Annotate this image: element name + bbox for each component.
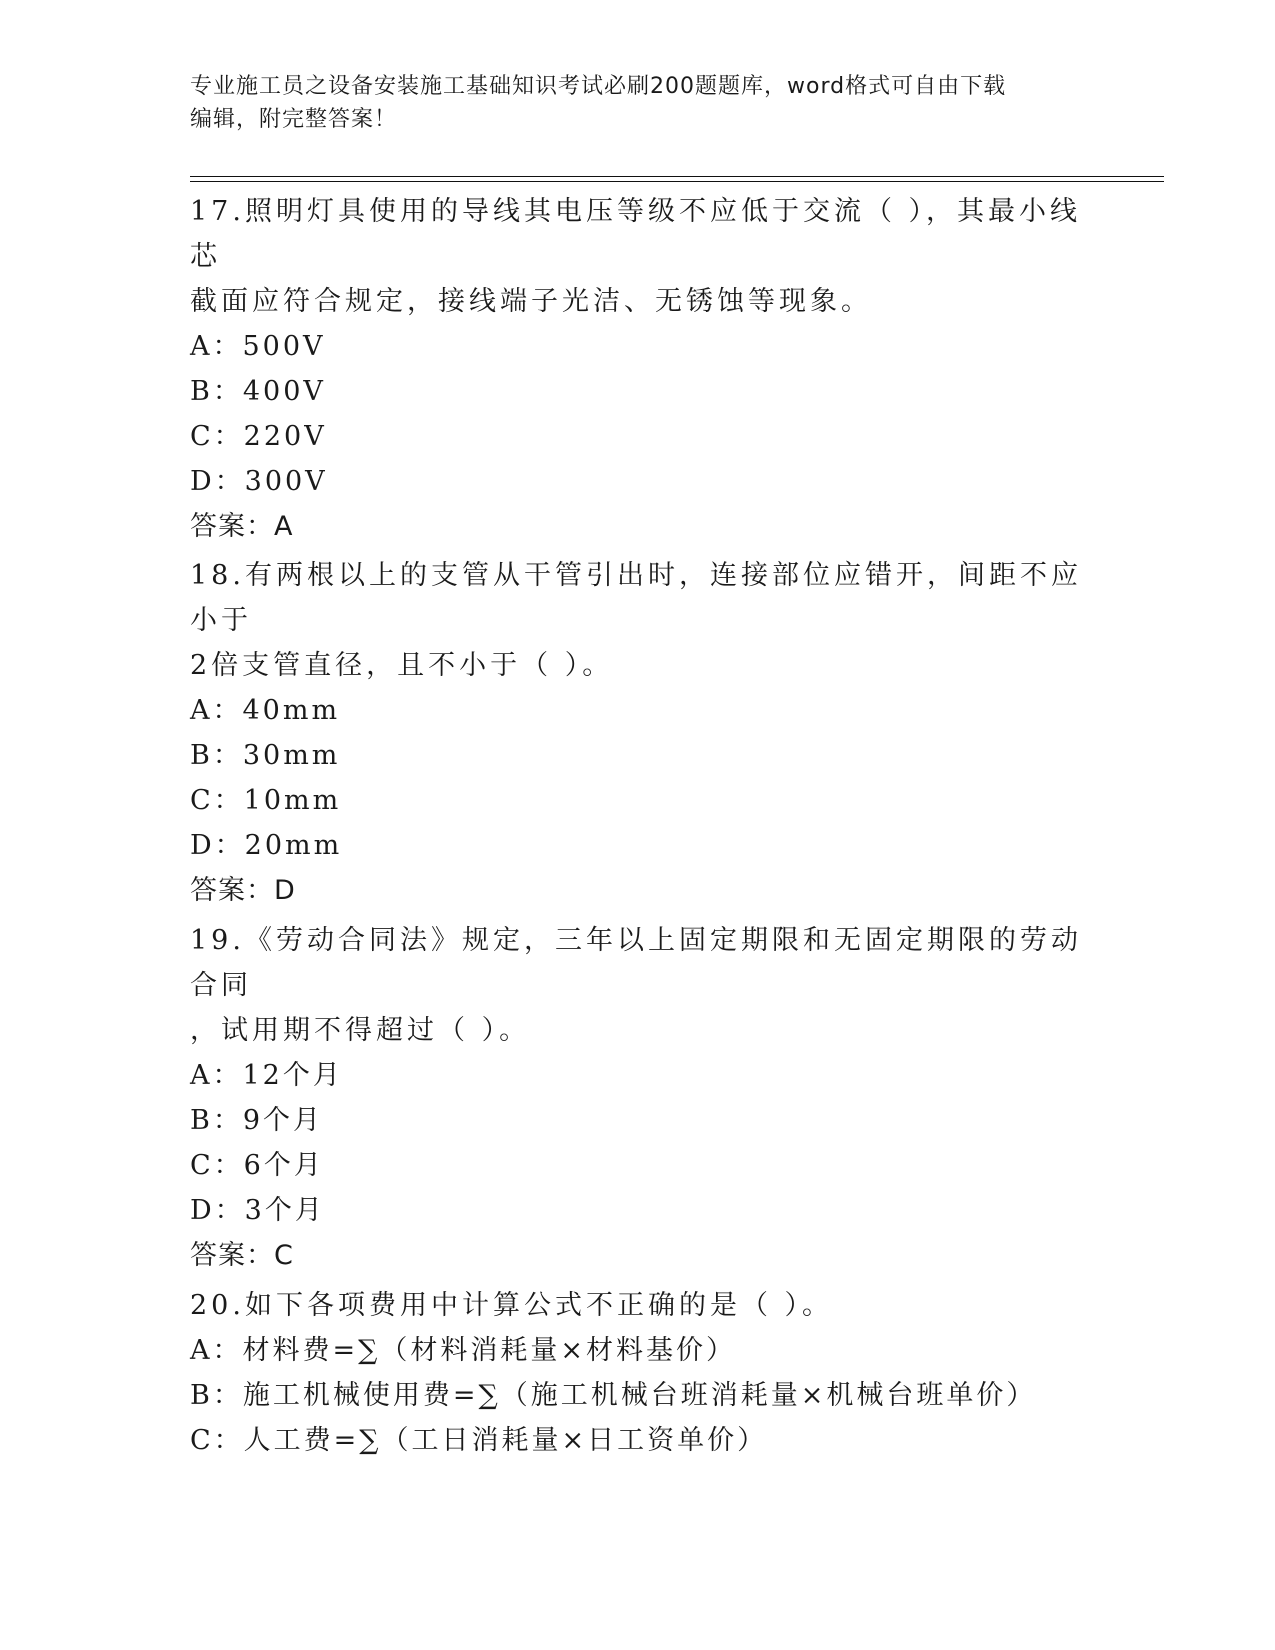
option-a: A：40mm — [190, 695, 341, 726]
header-divider-top — [190, 176, 1164, 177]
question-stem-line-1: 20.如下各项费用中计算公式不正确的是（ ）。 — [190, 1290, 834, 1321]
answer: 答案：C — [190, 1240, 294, 1271]
option-b: B：400V — [190, 376, 326, 407]
question-19 — [190, 918, 1090, 1278]
option-a: A：500V — [190, 331, 326, 362]
question-stem-line-2: 2倍支管直径，且不小于（ ）。 — [190, 650, 614, 681]
option-c: C：人工费=∑（工日消耗量×日工资单价） — [190, 1425, 768, 1456]
option-b: B：9个月 — [190, 1105, 324, 1136]
question-20 — [190, 1283, 1090, 1463]
question-18 — [190, 553, 1090, 913]
header-title-line-2: 编辑，附完整答案！ — [190, 107, 398, 132]
option-d: D：3个月 — [190, 1195, 325, 1226]
question-stem-line-2: ，试用期不得超过（ ）。 — [190, 1015, 531, 1046]
option-d: D：20mm — [190, 830, 343, 861]
header-title-line-1: 专业施工员之设备安装施工基础知识考试必刷200题题库，word格式可自由下载 — [190, 74, 1007, 99]
question-17 — [190, 189, 1090, 549]
option-c: C：220V — [190, 421, 327, 452]
option-a: A：12个月 — [190, 1060, 343, 1091]
option-c: C：10mm — [190, 785, 342, 816]
question-stem-line-2: 截面应符合规定，接线端子光洁、无锈蚀等现象。 — [190, 286, 872, 317]
option-c: C：6个月 — [190, 1150, 324, 1181]
document-header — [190, 70, 1090, 136]
option-a: A：材料费=∑（材料消耗量×材料基价） — [190, 1335, 737, 1366]
question-stem-line-1: 18.有两根以上的支管从干管引出时，连接部位应错开，间距不应小于 — [190, 560, 1082, 636]
header-divider-bottom — [190, 181, 1164, 182]
option-d: D：300V — [190, 466, 328, 497]
question-stem-line-1: 19.《劳动合同法》规定，三年以上固定期限和无固定期限的劳动合同 — [190, 925, 1082, 1001]
answer: 答案：A — [190, 511, 294, 542]
option-b: B：施工机械使用费=∑（施工机械台班消耗量×机械台班单价） — [190, 1380, 1037, 1411]
question-stem-line-1: 17.照明灯具使用的导线其电压等级不应低于交流（ ），其最小线芯 — [190, 196, 1082, 272]
answer: 答案：D — [190, 875, 296, 906]
option-b: B：30mm — [190, 740, 341, 771]
